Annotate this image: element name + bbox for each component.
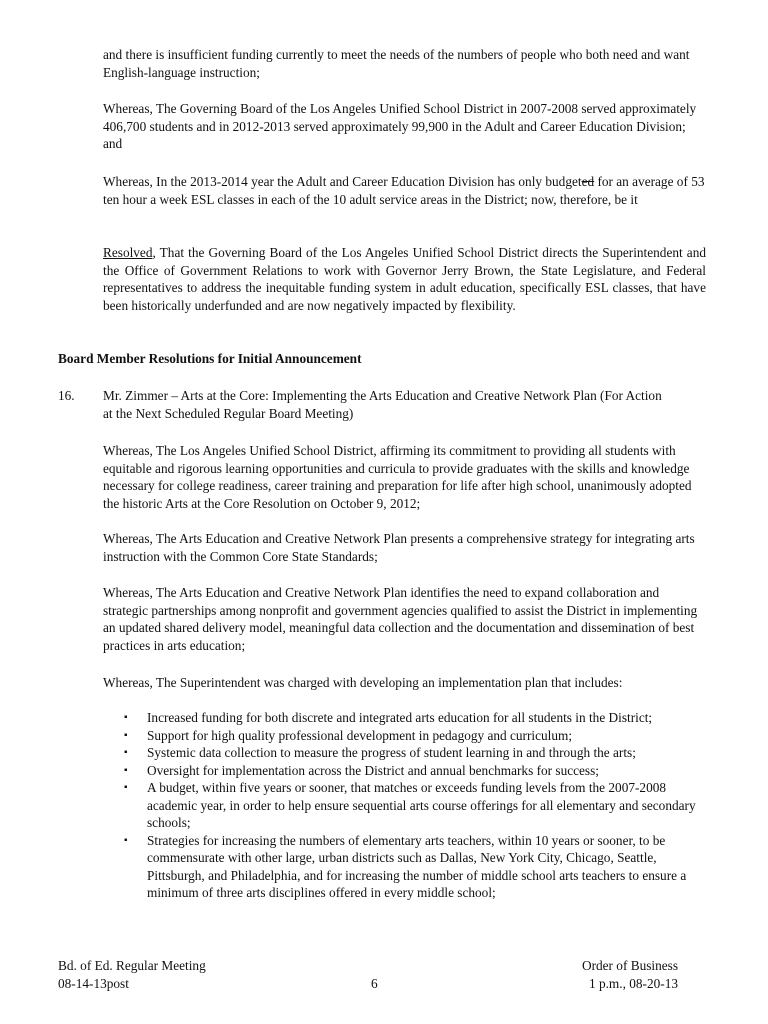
resolved-label: Resolved — [103, 245, 153, 260]
footer-meeting-date: 08-14-13post — [58, 976, 129, 991]
footer-order-of-business: Order of Business — [581, 958, 678, 973]
whereas-budget — [103, 173, 706, 208]
footer-order-date: 1 p.m., 08-20-13 — [588, 976, 678, 991]
whereas-budget-text-b: for an average of 53 ten hour a week ESL classes in each of the 10 adult service areas in the District; now, therefore, be it — [103, 174, 705, 207]
list-item — [103, 727, 713, 745]
list-item-text: Systemic data collection to measure the progress of student learning in and through the arts; — [147, 745, 636, 760]
list-item — [103, 832, 713, 902]
whereas-budget-text-a: Whereas, In the 2013-2014 year the Adult and Career Education Division has only budget — [103, 174, 582, 189]
list-item — [103, 762, 713, 780]
list-item-text: Oversight for implementation across the District and annual benchmarks for success; — [147, 762, 599, 778]
paragraph-continuation: and there is insufficient funding currently to meet the needs of the numbers of people who both need and want English-language instruction; — [103, 47, 690, 80]
bullet-icon: ▪ — [124, 834, 128, 846]
bullet-icon: ▪ — [124, 782, 128, 793]
bullet-icon: ▪ — [124, 712, 128, 723]
whereas-arts-core: Whereas, The Los Angeles Unified School District, affirming its commitment to providing all students with equitable and rigorous learning opportunities and curricula to provide graduates with the skills and knowledge necessary for college readiness, career training and preparation for life after high school, unanimously adopted the historic Arts at the Core Resolution on October 9, 2012; — [103, 443, 692, 511]
whereas-partnerships: Whereas, The Arts Education and Creative Network Plan identifies the need to expand collaboration and strategic partnerships among nonprofit and government agencies qualified to assist the District in implementing an updated shared delivery model, meaningful data collection and the documentation and dissemination of best practices in arts education; — [103, 585, 698, 653]
list-item — [103, 744, 713, 762]
resolved-paragraph — [103, 244, 706, 314]
struck-text: ed — [581, 174, 595, 189]
whereas-enrollment: Whereas, The Governing Board of the Los Angeles Unified School District in 2007-2008 served approximately 406,700 students and in 2012-2013 served approximately 99,900 in the Adult and Career Education Division; and — [103, 101, 697, 151]
item-number: 16. — [58, 388, 75, 403]
page-number: 6 — [371, 976, 378, 991]
list-item — [103, 709, 713, 727]
list-item-text: A budget, within five years or sooner, that matches or exceeds funding levels from the 2007-2008 academic year, in order to help ensure sequential arts course offerings for all elementary and secondary schools; — [147, 780, 696, 830]
bullet-icon: ▪ — [124, 729, 128, 741]
implementation-list — [103, 709, 713, 902]
bullet-icon: ▪ — [124, 764, 128, 776]
item-title: Mr. Zimmer – Arts at the Core: Implementing the Arts Education and Creative Network Plan (For Action at the Next Scheduled Regular Board Meeting) — [103, 388, 662, 421]
list-item — [103, 779, 713, 832]
list-item-text: Increased funding for both discrete and integrated arts education for all students in the District; — [147, 710, 653, 725]
list-item-text: Support for high quality professional development in pedagogy and curriculum; — [147, 727, 573, 743]
footer-meeting-name: Bd. of Ed. Regular Meeting — [58, 958, 206, 973]
resolved-text: , That the Governing Board of the Los Angeles Unified School District directs the Superintendent and the Office of Government Relations to work with Governor Jerry Brown, the State Legislature, and Federal representatives to address the inequitable funding system in adult education, specifically ESL classes, that have been historically underfunded and are now negatively impacted by flexibility. — [103, 245, 706, 313]
whereas-network-plan: Whereas, The Arts Education and Creative Network Plan presents a comprehensive strategy for integrating arts instruction with the Common Core State Standards; — [103, 531, 695, 564]
bullet-icon: ▪ — [124, 747, 128, 758]
list-item-text: Strategies for increasing the numbers of elementary arts teachers, within 10 years or sooner, to be commensurate with other large, urban districts such as Dallas, New York City, Chicago, Seattle, Pittsburgh, and Philadelphia, and for increasing the number of middle school arts teachers to ensure a minimum of three arts disciplines offered in every middle school; — [147, 832, 687, 900]
section-heading: Board Member Resolutions for Initial Announcement — [58, 351, 362, 366]
whereas-implementation: Whereas, The Superintendent was charged with developing an implementation plan that includes: — [103, 675, 623, 690]
